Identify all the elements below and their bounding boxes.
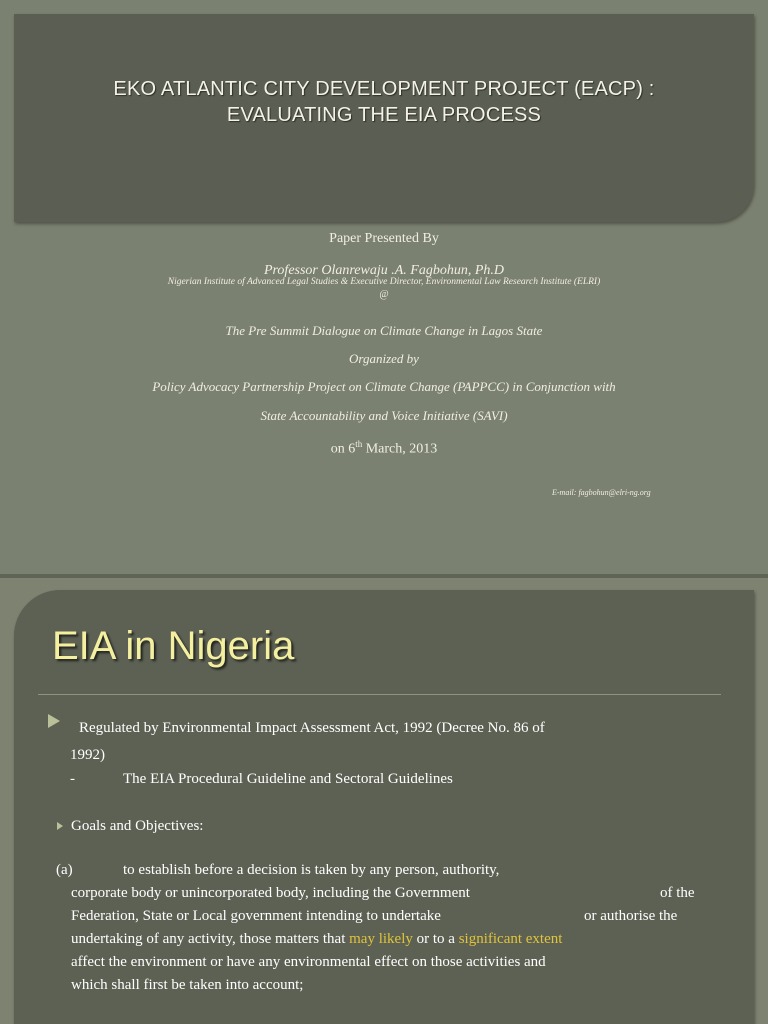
email-address: E-mail: fagbohun@elri-ng.org <box>552 488 651 497</box>
heading-rule <box>38 694 721 695</box>
presented-by: Paper Presented By <box>329 231 439 246</box>
item-label: (a) <box>56 862 73 878</box>
title-line-1: EKO ATLANTIC CITY DEVELOPMENT PROJECT (EACP) : <box>113 78 655 100</box>
bullet-1-line-2: 1992) <box>70 747 105 763</box>
event-date <box>0 439 768 458</box>
item-line-6: which shall first be taken into account; <box>71 977 304 993</box>
sub-bullet-dash: - <box>70 771 75 787</box>
item-line-4a: undertaking of any activity, those matters that <box>71 931 350 947</box>
at-symbol: @ <box>379 289 389 300</box>
item-line-1: to establish before a decision is taken by any person, authority, <box>123 862 500 878</box>
bullet-arrow-icon <box>48 714 60 728</box>
bullet-1-line-1: Regulated by Environmental Impact Assessment Act, 1992 (Decree No. 86 of <box>79 720 545 736</box>
date-superscript: th <box>355 439 363 449</box>
item-line-2a: corporate body or unincorporated body, including the Government <box>71 885 470 901</box>
item-line-4b: or to a <box>412 931 459 947</box>
content-slide <box>0 578 768 1024</box>
highlight-significant-extent: significant extent <box>458 931 563 947</box>
date-suffix: March, 2013 <box>362 441 438 457</box>
bullet-arrow-small-icon <box>57 822 63 830</box>
item-line-5: affect the environment or have any environmental effect on those activities and <box>71 954 546 970</box>
author-institution: Nigerian Institute of Advanced Legal Studies & Executive Director, Environmental Law Research Institute (ELRI) <box>167 277 601 287</box>
item-line-3b: or authorise the <box>584 908 678 924</box>
date-prefix: on 6 <box>330 441 356 457</box>
title-banner <box>14 14 754 222</box>
event-name: The Pre Summit Dialogue on Climate Change in Lagos State <box>225 323 543 338</box>
item-line-4 <box>71 928 562 951</box>
organizer-line-2: State Accountability and Voice Initiative (SAVI) <box>260 408 508 423</box>
slide-title <box>14 76 754 128</box>
highlight-may-likely: may likely <box>349 931 413 947</box>
organizer-line-1: Policy Advocacy Partnership Project on Climate Change (PAPPCC) in Conjunction with <box>152 379 616 394</box>
item-line-3a: Federation, State or Local government intending to undertake <box>71 908 441 924</box>
bullet-2-text: Goals and Objectives: <box>71 818 204 834</box>
organized-by: Organized by <box>349 351 419 366</box>
slide-heading: EIA in Nigeria <box>52 624 295 668</box>
title-line-2: EVALUATING THE EIA PROCESS <box>226 104 542 126</box>
item-line-2b: of the <box>660 885 695 901</box>
sub-bullet-text: The EIA Procedural Guideline and Sectoral Guidelines <box>123 771 453 787</box>
author-name: Professor Olanrewaju .A. Fagbohun, Ph.D <box>263 263 505 278</box>
